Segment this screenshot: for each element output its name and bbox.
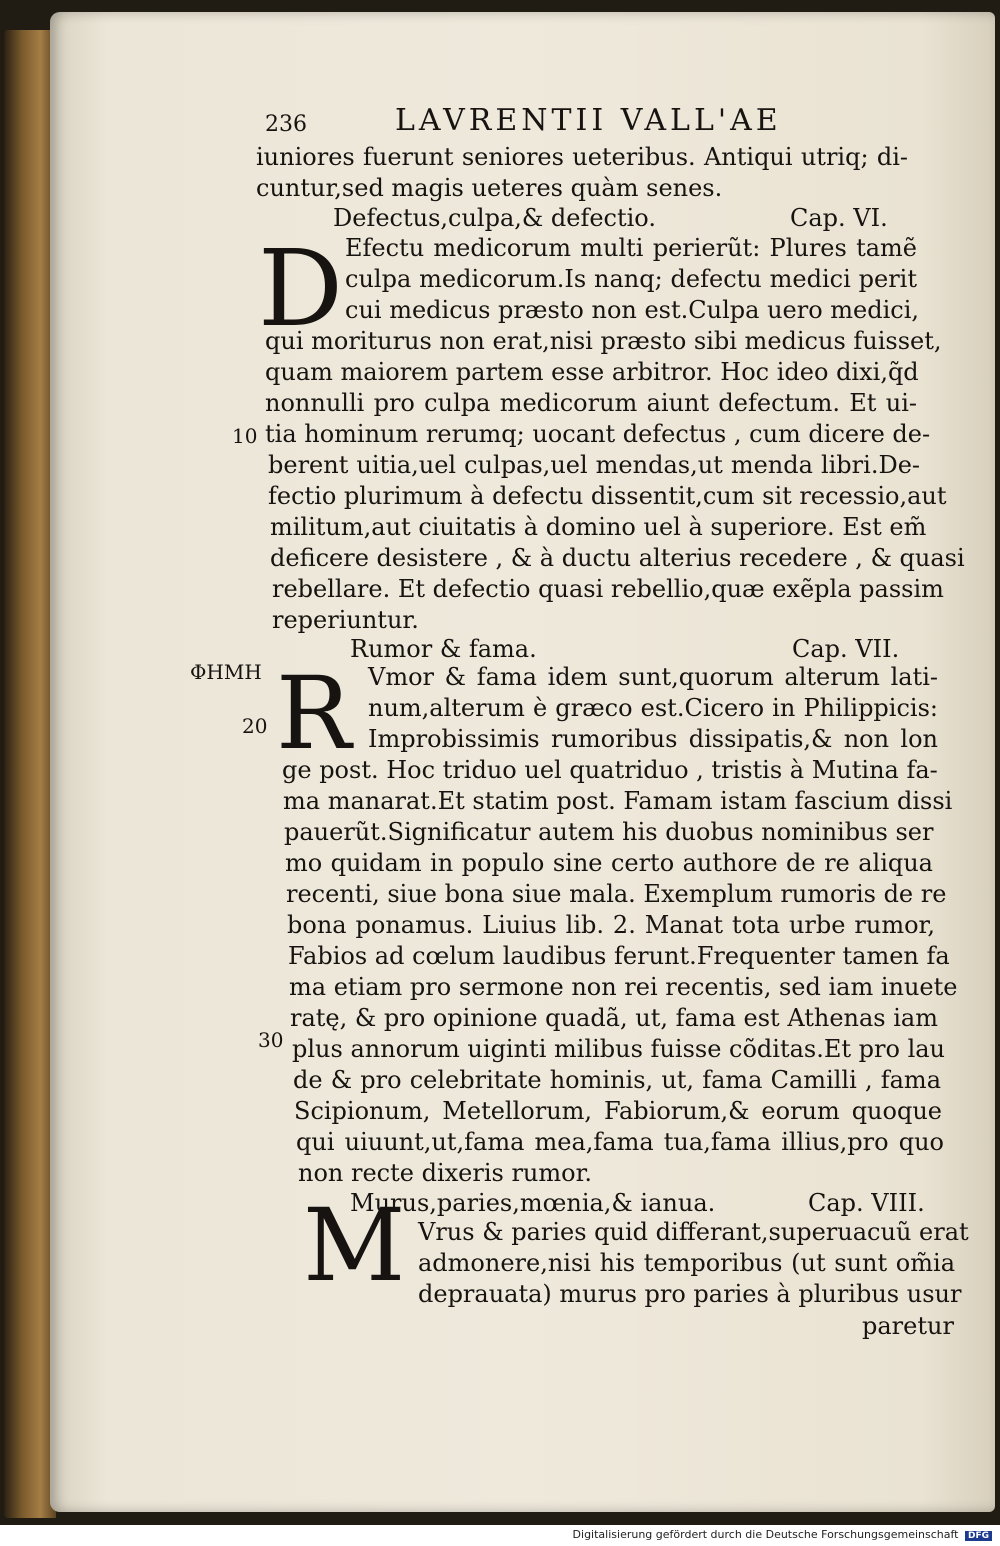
running-title: LAVRENTII VALL'AE — [395, 103, 782, 138]
text-line: deprauata) murus pro paries à pluribus usur — [418, 1280, 962, 1308]
text-line: ge post. Hoc triduo uel quatriduo , tristis à Mutina fa- — [282, 756, 938, 784]
drop-cap-initial: M — [303, 1187, 406, 1304]
drop-cap-initial: R — [276, 655, 352, 772]
text-line: nonnulli pro culpa medicorum aiunt defectum. Et ui- — [265, 389, 917, 417]
text-line: Vrus & paries quid differant,superuacuũ erat — [418, 1218, 969, 1246]
text-line: pauerũt.Significatur autem his duobus nominibus ser — [284, 818, 934, 846]
text-line: Fabios ad cœlum laudibus ferunt.Frequenter tamen fa — [288, 942, 950, 970]
text-line: Scipionum, Metellorum, Fabiorum,& eorum quoque — [294, 1097, 942, 1125]
dfg-logo: DFG — [965, 1531, 992, 1541]
text-line: reperiuntur. — [272, 606, 419, 634]
margin-line-number: 30 — [258, 1028, 284, 1052]
text-line: militum,aut ciuitatis à domino uel à superiore. Est em̃ — [270, 513, 927, 541]
text-line: de & pro celebritate hominis, ut, fama Camilli , fama — [293, 1066, 941, 1094]
text-line: non recte dixeris rumor. — [298, 1159, 593, 1187]
margin-line-number: 10 — [232, 424, 258, 448]
text-line: plus annorum uiginti milibus fuisse cõditas.Et pro lau — [292, 1035, 946, 1063]
chapter-heading: Rumor & fama. — [350, 635, 537, 663]
chapter-number: Cap. VI. — [790, 204, 888, 232]
text-line: cui medicus præsto non est.Culpa uero medici, — [345, 296, 920, 324]
text-line: deficere desistere , & à ductu alterius recedere , & quasi — [270, 544, 965, 572]
text-line: mo quidam in populo sine certo authore de re aliqua — [285, 849, 933, 877]
page-number: 236 — [265, 112, 307, 137]
digitization-credit — [573, 1528, 992, 1541]
drop-cap-initial: D — [258, 227, 343, 350]
chapter-heading: Defectus,culpa,& defectio. — [333, 204, 656, 232]
catchword: paretur — [862, 1312, 954, 1340]
credit-text: Digitalisierung gefördert durch die Deutsche Forschungsgemeinschaft — [572, 1528, 959, 1541]
book-page-edges — [4, 30, 56, 1518]
text-line: qui uiuunt,ut,fama mea,fama tua,fama illius,pro quo — [296, 1128, 944, 1156]
text-line: bona ponamus. Liuius lib. 2. Manat tota urbe rumor, — [287, 911, 935, 939]
margin-annotation: ΦHMH — [190, 660, 262, 684]
text-line: Vmor & fama idem sunt,quorum alterum lati- — [368, 663, 938, 691]
text-line: tia hominum rerumq; uocant defectus , cum dicere de- — [265, 420, 931, 448]
text-line: qui moriturus non erat,nisi præsto sibi medicus fuisset, — [265, 327, 942, 355]
text-line: ma etiam pro sermone non rei recentis, sed iam inuete — [289, 973, 958, 1001]
text-line: admonere,nisi his temporibus (ut sunt om̃ia — [418, 1249, 955, 1277]
text-line: cuntur,sed magis ueteres quàm senes. — [256, 174, 723, 202]
text-line: culpa medicorum.Is nanq; defectu medici perit — [345, 265, 917, 293]
text-line: recenti, siue bona siue mala. Exemplum rumoris de re — [286, 880, 947, 908]
text-line: berent uitia,uel culpas,uel mendas,ut menda libri.De- — [268, 451, 920, 479]
text-line: Efectu medicorum multi perierũt: Plures tamẽ — [345, 234, 917, 262]
text-line: rebellare. Et defectio quasi rebellio,quæ exẽpla passim — [272, 575, 944, 603]
text-line: num,alterum è græco est.Cicero in Philippicis: — [368, 694, 938, 722]
text-line: iuniores fuerunt seniores ueteribus. Antiqui utriq; di- — [256, 143, 908, 171]
text-line: Improbissimis rumoribus dissipatis,& non lon — [368, 725, 938, 753]
chapter-number: Cap. VIII. — [808, 1189, 925, 1217]
chapter-heading: Murus,paries,mœnia,& ianua. — [350, 1189, 716, 1217]
margin-line-number: 20 — [242, 714, 268, 738]
text-line: ratę, & pro opinione quadã, ut, fama est Athenas iam — [290, 1004, 938, 1032]
text-line: fectio plurimum à defectu dissentit,cum sit recessio,aut — [268, 482, 947, 510]
text-line: quam maiorem partem esse arbitror. Hoc ideo dixi,q̃d — [265, 358, 919, 386]
text-line: ma manarat.Et statim post. Famam istam fascium dissi — [283, 787, 953, 815]
chapter-number: Cap. VII. — [792, 635, 900, 663]
